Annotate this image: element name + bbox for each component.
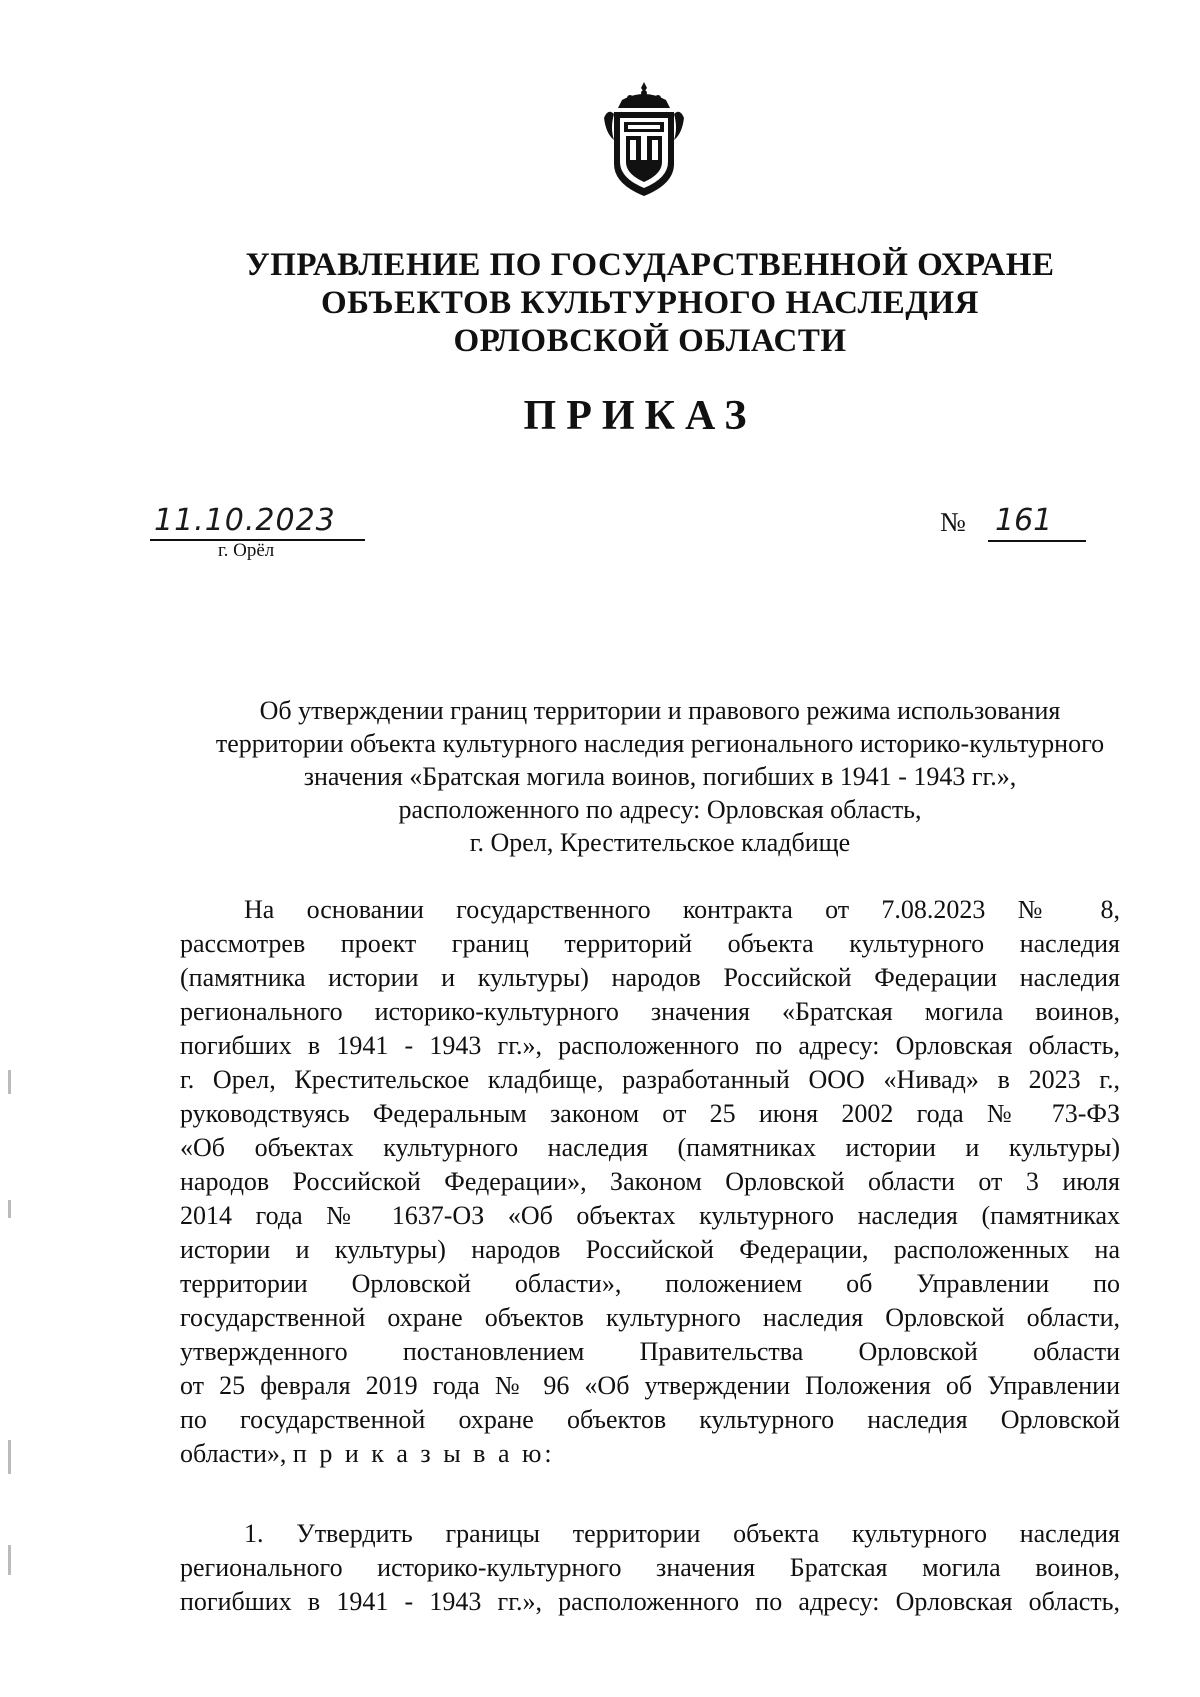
number-sign: №	[940, 507, 966, 537]
preamble-line: «Об объектах культурного наследия (памятниках истории и культуры)	[180, 1133, 1120, 1162]
agency-name	[100, 246, 1200, 360]
item-1-line: 1. Утвердить границы территории объекта культурного наследия	[244, 1519, 1120, 1548]
order-date-block	[150, 505, 365, 561]
preamble-line: по государственной охране объектов культурного наследия Орловской	[180, 1405, 1120, 1434]
subject-line: территории объекта культурного наследия регионального историко-культурного	[215, 729, 1105, 758]
order-word: п р и к а з ы в а ю:	[292, 1439, 555, 1468]
order-number: 161	[995, 503, 1053, 538]
preamble-line: руководствуясь Федеральным законом от 25 июня 2002 года № 73-ФЗ	[180, 1099, 1120, 1128]
item-1-line: регионального историко-культурного значения Братская могила воинов,	[180, 1553, 1120, 1582]
item-1-paragraph	[180, 1517, 1120, 1619]
preamble-paragraph	[180, 893, 1120, 1471]
preamble-line: государственной охране объектов культурного наследия Орловской области,	[180, 1303, 1120, 1332]
scan-edge-mark	[8, 1070, 11, 1094]
order-city: г. Орёл	[218, 540, 275, 561]
number-underline	[988, 540, 1086, 542]
agency-line: УПРАВЛЕНИЕ ПО ГОСУДАРСТВЕННОЙ ОХРАНЕ	[245, 247, 1055, 283]
item-1-line: погибших в 1941 - 1943 гг.», расположенного по адресу: Орловская область,	[180, 1587, 1120, 1616]
preamble-line: На основании государственного контракта от 7.08.2023 № 8,	[244, 895, 1120, 924]
subject-line: Об утверждении границ территории и правового режима использования	[259, 696, 1061, 725]
scan-edge-mark	[8, 1440, 11, 1474]
preamble-last-prefix: области»,	[180, 1439, 287, 1468]
scan-edge-mark	[8, 1545, 11, 1575]
preamble-last-line	[180, 1437, 1120, 1471]
preamble-line: (памятника истории и культуры) народов Российской Федерации наследия	[180, 963, 1120, 992]
document-type-title: ПРИКАЗ	[523, 393, 757, 439]
agency-line: ОБЪЕКТОВ КУЛЬТУРНОГО НАСЛЕДИЯ	[321, 285, 979, 321]
order-date: 11.10.2023	[154, 503, 336, 538]
subject-line: значения «Братская могила воинов, погибших в 1941 - 1943 гг.»,	[303, 762, 1017, 791]
preamble-line: регионального историко-культурного значения «Братская могила воинов,	[180, 997, 1120, 1026]
order-subject	[120, 694, 1200, 859]
subject-line: расположенного по адресу: Орловская область,	[398, 795, 922, 824]
preamble-line: территории Орловской области», положением об Управлении по	[180, 1269, 1120, 1298]
preamble-line: рассмотрев проект границ территорий объекта культурного наследия	[180, 929, 1120, 958]
scan-edge-mark	[8, 1200, 11, 1218]
preamble-line: от 25 февраля 2019 года № 96 «Об утверждении Положения об Управлении	[180, 1371, 1120, 1400]
preamble-line: народов Российской Федерации», Законом Орловской области от 3 июля	[180, 1167, 1120, 1196]
preamble-line: погибших в 1941 - 1943 гг.», расположенного по адресу: Орловская область,	[180, 1031, 1120, 1060]
preamble-line: истории и культуры) народов Российской Федерации, расположенных на	[180, 1235, 1120, 1264]
preamble-line: утвержденного постановлением Правительства Орловской области	[180, 1337, 1120, 1366]
preamble-line: 2014 года № 1637-ОЗ «Об объектах культурного наследия (памятниках	[180, 1201, 1120, 1230]
orel-oblast-coat-of-arms-icon	[600, 78, 688, 200]
agency-line: ОРЛОВСКОЙ ОБЛАСТИ	[453, 323, 847, 359]
preamble-line: г. Орел, Крестительское кладбище, разработанный ООО «Нивад» в 2023 г.,	[180, 1065, 1120, 1094]
subject-line: г. Орел, Крестительское кладбище	[469, 828, 851, 857]
